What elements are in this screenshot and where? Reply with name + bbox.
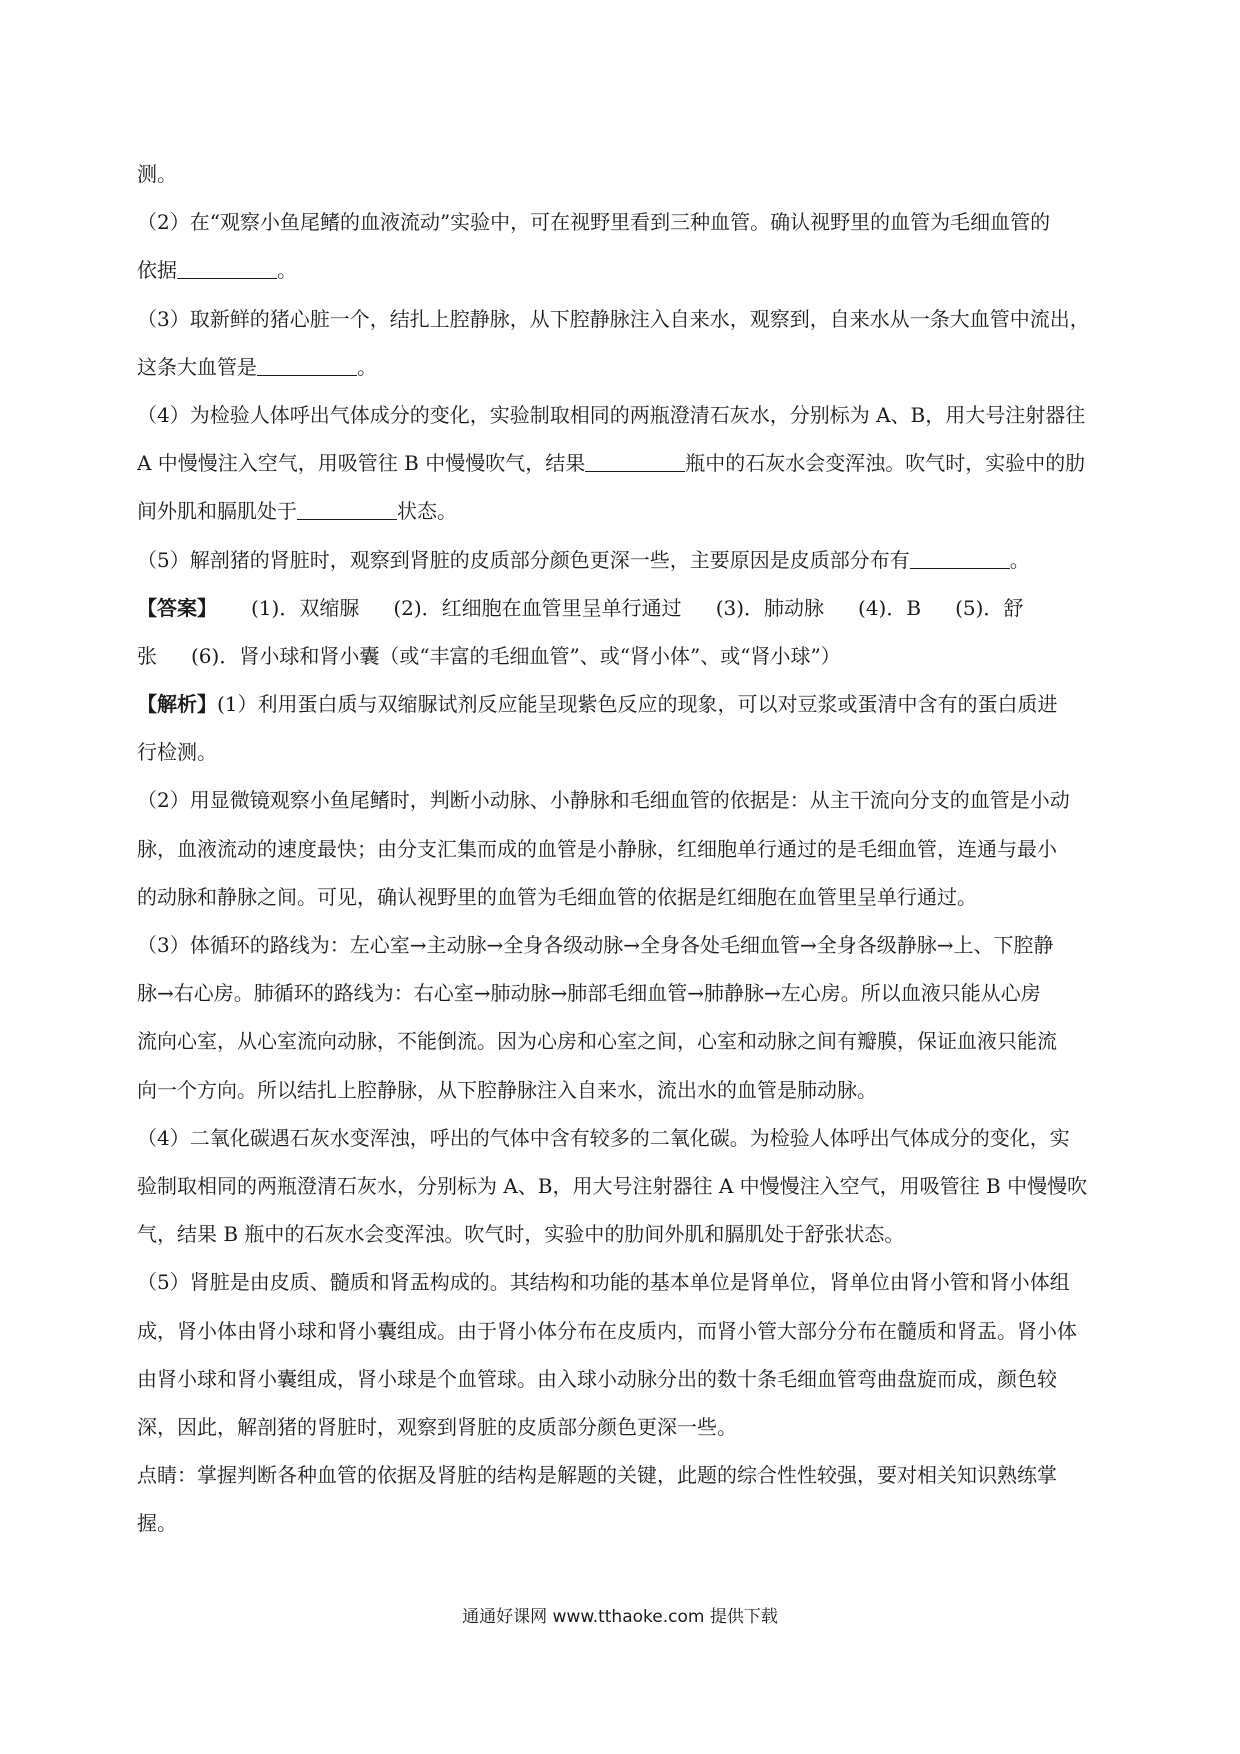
answer-blank <box>585 451 685 472</box>
text-segment: 状态。 <box>397 499 457 524</box>
text-segment: 测。 <box>137 162 177 186</box>
text-segment: 流向心室，从心室流向动脉，不能倒流。因为心房和心室之间，心室和动脉之间有瓣膜，保证血液只能流 <box>137 1029 1057 1054</box>
text-segment: 验制取相同的两瓶澄清石灰水，分别标为 A、B，用大号注射器往 A 中慢慢注入空气，用吸管往 B 中慢慢吹 <box>137 1173 1088 1198</box>
question-line <box>137 198 1127 246</box>
text-segment: (1）利用蛋白质与双缩脲试剂反应能呈现紫色反应的现象，可以对豆浆或蛋清中含有的蛋白质进 <box>217 692 1058 717</box>
answer-item: (4)．B <box>858 595 922 620</box>
text-segment: 深，因此，解剖猪的肾脏时，观察到肾脏的皮质部分颜色更深一些。 <box>137 1414 737 1439</box>
analysis-line <box>137 1307 1127 1355</box>
analysis-line <box>137 1355 1127 1403</box>
question-line <box>137 343 1127 391</box>
text-segment: 依据 <box>137 258 177 283</box>
analysis-line <box>137 728 1127 776</box>
analysis-line <box>137 1162 1127 1210</box>
text-segment: 间外肌和膈肌处于 <box>137 499 297 524</box>
analysis-line <box>137 921 1127 969</box>
answer-item: (6)．肾小球和肾小囊（或“丰富的毛细血管”、或“肾小体”、或“肾小球”） <box>191 643 841 668</box>
text-segment: （4）二氧化碳遇石灰水变浑浊，呼出的气体中含有较多的二氧化碳。为检验人体呼出气体成分的变化，实 <box>137 1125 1070 1150</box>
question-line <box>137 536 1127 584</box>
question-line <box>137 150 1127 198</box>
text-segment: 由肾小球和肾小囊组成，肾小球是个血管球。由入球小动脉分出的数十条毛细血管弯曲盘旋而成，颜色较 <box>137 1366 1057 1391</box>
text-segment: （4）为检验人体呼出气体成分的变化，实验制取相同的两瓶澄清石灰水，分别标为 A、B，用大号注射器往 <box>137 402 1086 427</box>
analysis-line <box>137 1403 1127 1451</box>
text-segment: （2）在“观察小鱼尾鳍的血液流动”实验中，可在视野里看到三种血管。确认视野里的血管为毛细血管的 <box>137 210 1051 235</box>
text-segment: 点睛：掌握判断各种血管的依据及肾脏的结构是解题的关键，此题的综合性性较强，要对相关知识熟练掌 <box>137 1463 1057 1488</box>
text-segment: 脉，血液流动的速度最快；由分支汇集而成的血管是小静脉，红细胞单行通过的是毛细血管，连通与最小 <box>137 836 1057 861</box>
text-segment: 行检测。 <box>137 740 217 765</box>
text-segment: 瓶中的石灰水会变浑浊。吹气时，实验中的肋 <box>685 451 1086 476</box>
analysis-line <box>137 1210 1127 1258</box>
answer-item: (2)．红细胞在血管里呈单行通过 <box>393 595 682 620</box>
analysis-line <box>137 1114 1127 1162</box>
analysis-line <box>137 776 1127 824</box>
text-segment: （2）用显微镜观察小鱼尾鳍时，判断小动脉、小静脉和毛细血管的依据是：从主干流向分支的血管是小动 <box>137 788 1070 813</box>
text-segment: 握。 <box>137 1511 177 1536</box>
text-segment: 。 <box>357 354 377 379</box>
text-segment: 脉→右心房。肺循环的路线为：右心室→肺动脉→肺部毛细血管→肺静脉→左心房。所以血液只能从心房 <box>137 981 1041 1006</box>
analysis-line <box>137 969 1127 1017</box>
analysis-line <box>137 1017 1127 1065</box>
text-segment: 向一个方向。所以结扎上腔静脉，从下腔静脉注入自来水，流出水的血管是肺动脉。 <box>137 1077 877 1102</box>
answer-item: (5)．舒 <box>955 595 1024 620</box>
analysis-label: 【解析】 <box>137 692 217 717</box>
question-line <box>137 487 1127 535</box>
analysis-line <box>137 825 1127 873</box>
answer-blank <box>297 499 397 520</box>
answer-line <box>137 632 1127 680</box>
text-segment: （5）肾脏是由皮质、髓质和肾盂构成的。其结构和功能的基本单位是肾单位，肾单位由肾小管和肾小体组 <box>137 1270 1070 1295</box>
answer-item: 张 <box>137 643 157 668</box>
text-segment: 的动脉和静脉之间。可见，确认视野里的血管为毛细血管的依据是红细胞在血管里呈单行通过。 <box>137 884 977 909</box>
answer-blank <box>177 258 277 279</box>
text-segment: （3）体循环的路线为：左心室→主动脉→全身各级动脉→全身各处毛细血管→全身各级静脉→上、下腔静 <box>137 933 1054 957</box>
answer-item: (3)．肺动脉 <box>715 595 825 620</box>
question-line <box>137 391 1127 439</box>
answer-item: (1)．双缩脲 <box>251 595 360 620</box>
text-segment: A 中慢慢注入空气，用吸管往 B 中慢慢吹气，结果 <box>137 451 586 476</box>
tip-line <box>137 1499 1127 1547</box>
question-line <box>137 295 1127 343</box>
analysis-line <box>137 873 1127 921</box>
text-segment: （3）取新鲜的猪心脏一个，结扎上腔静脉，从下腔静脉注入自来水，观察到，自来水从一条大血管中流出， <box>137 306 1090 331</box>
answer-label: 【答案】 <box>137 595 217 620</box>
question-line <box>137 439 1127 487</box>
answer-line <box>137 584 1127 632</box>
text-segment: 。 <box>277 258 297 283</box>
text-segment: （5）解剖猪的肾脏时，观察到肾脏的皮质部分颜色更深一些，主要原因是皮质部分布有 <box>137 547 910 572</box>
answer-blank <box>910 548 1010 569</box>
text-segment: 这条大血管是 <box>137 354 257 379</box>
text-segment: 气，结果 B 瓶中的石灰水会变浑浊。吹气时，实验中的肋间外肌和膈肌处于舒张状态。 <box>137 1222 905 1247</box>
text-segment: 。 <box>1009 547 1030 572</box>
analysis-line <box>137 1066 1127 1114</box>
page-footer: 通通好课网 www.tthaoke.com 提供下载 <box>462 1607 778 1627</box>
document-body <box>137 150 1127 1547</box>
text-segment: 成，肾小体由肾小球和肾小囊组成。由于肾小体分布在皮质内，而肾小管大部分分布在髓质和肾盂。肾小体 <box>137 1318 1077 1343</box>
answer-blank <box>257 355 357 376</box>
analysis-line <box>137 680 1127 728</box>
analysis-line <box>137 1258 1127 1306</box>
tip-line <box>137 1451 1127 1499</box>
question-line <box>137 246 1127 294</box>
